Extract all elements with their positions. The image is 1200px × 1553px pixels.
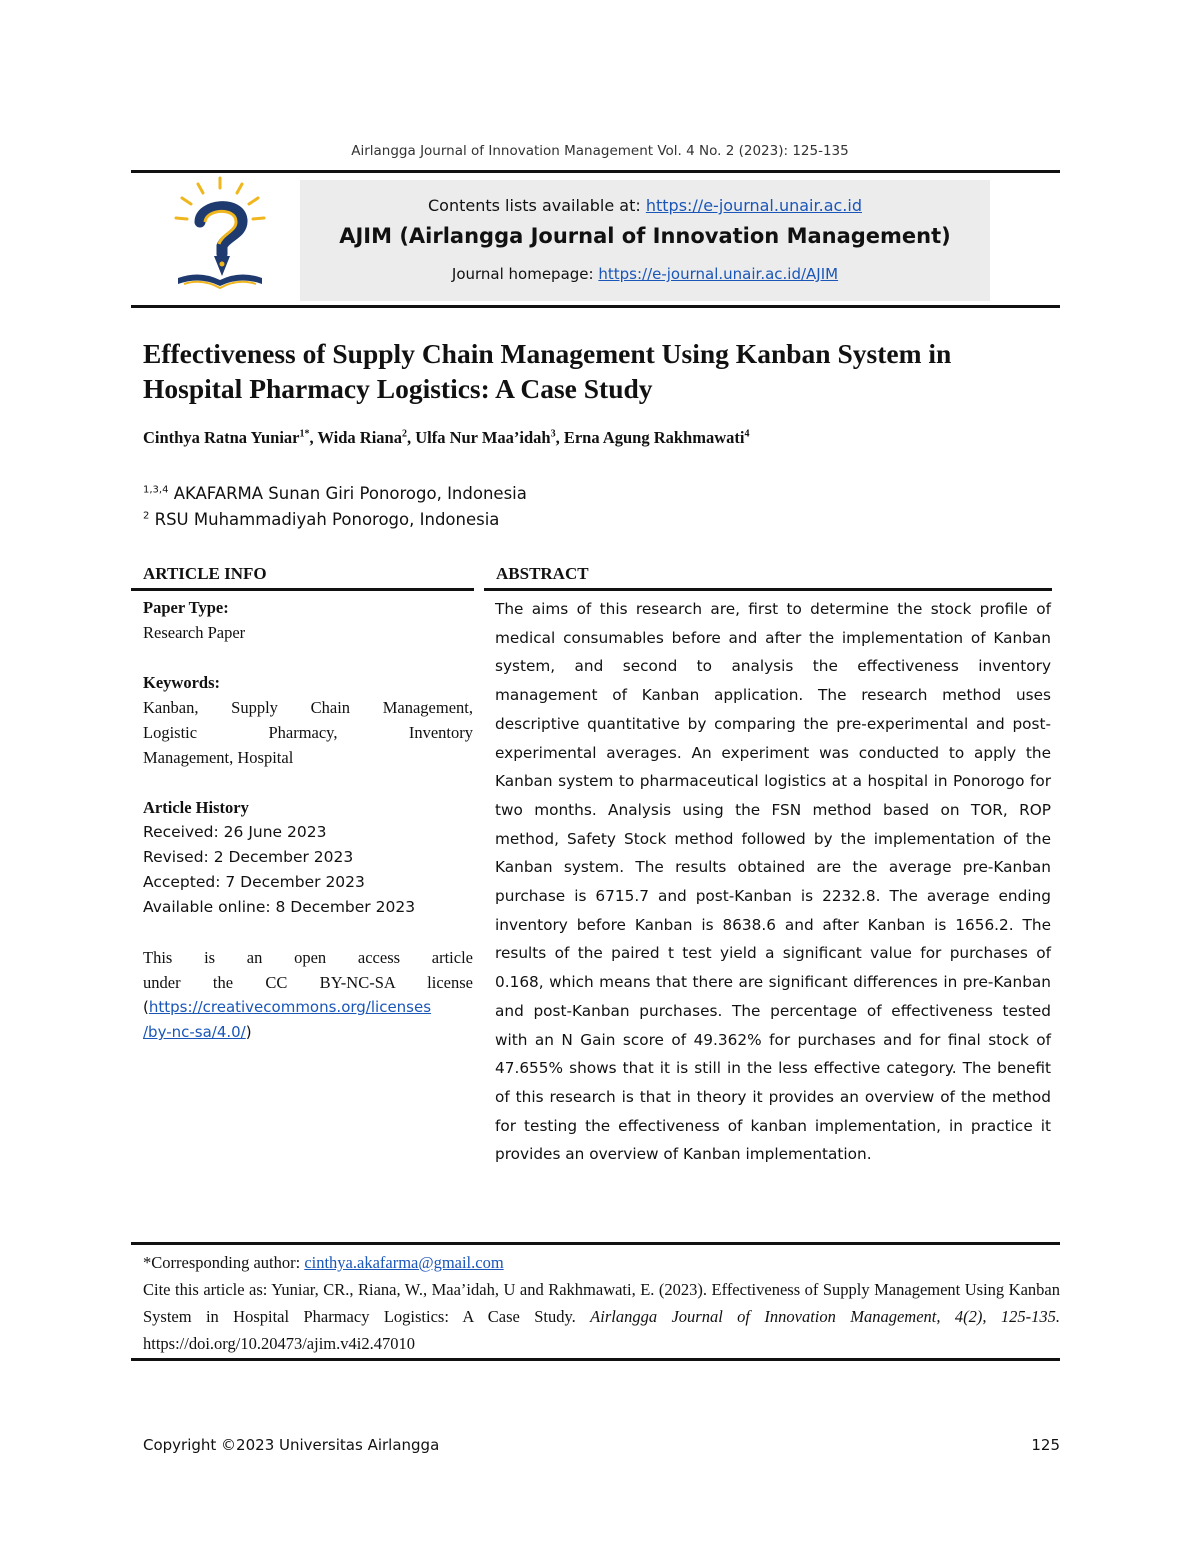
contents-link[interactable]: https://e-journal.unair.ac.id: [645, 196, 862, 215]
question-mark-book-logo-icon: [170, 176, 270, 296]
paper-type-label: Paper Type:: [143, 598, 229, 617]
article-info-heading: ARTICLE INFO: [143, 564, 267, 583]
keywords-line: Kanban, Supply Chain Management,: [143, 698, 473, 717]
header-rule-bottom: [131, 305, 1060, 308]
affiliation-sup: 1,3,4: [143, 484, 169, 496]
title-line-2: Hospital Pharmacy Logistics: A Case Study: [143, 373, 653, 404]
footer-notes: [143, 1249, 1060, 1357]
abstract-rule: [484, 588, 1052, 591]
contents-line: [300, 196, 990, 215]
author-separator: ,: [406, 428, 416, 447]
homepage-link[interactable]: https://e-journal.unair.ac.id/AJIM: [598, 265, 839, 283]
abstract-body: The aims of this research are, first to determine the stock profile of medical consumables before and after the implementation of Kanban system, and second to analysis the effectiveness inventory management of Kanban application. The research method uses descriptive quantitative by comparing the pre-experimental and post-experimental averages. An experiment was conducted to apply the Kanban system to pharmaceutical logistics at a hospital in Ponorogo for two months. Analysis using the FSN method based on TOR, ROP method, Safety Stock method followed by the implementation of the Kanban system. The results obtained are the average pre-Kanban purchase is 6715.7 and post-Kanban is 2232.8. The average ending inventory before Kanban is 8638.6 and after Kanban is 1656.2. The results of the paired t test yield a significant value for purchases of 0.168, which means that there are significant differences in pre-Kanban and post-Kanban purchases. The percentage of effectiveness tested with an N Gain score of 49.362% for purchases and for final stock of 47.655% shows that it is still in the less effective category. The benefit of this research is that in theory it provides an overview of the method for testing the effectiveness of kanban implementation, in practice it provides an overview of Kanban implementation.: [495, 600, 1051, 1164]
author-name: Erna Agung Rakhmawati: [563, 428, 745, 447]
affiliation-1: [143, 484, 527, 503]
homepage-line: [300, 265, 990, 283]
running-header: Airlangga Journal of Innovation Management Vol. 4 No. 2 (2023): 125-135: [351, 143, 849, 159]
license-url-line: [143, 995, 473, 1020]
keywords-line: Management, Hospital: [143, 748, 294, 767]
footer-rule-bottom: [131, 1358, 1060, 1361]
author-separator: ,: [555, 428, 564, 447]
license-open-paren: (: [143, 998, 149, 1016]
citation-doi: https://doi.org/10.20473/ajim.v4i2.47010: [143, 1334, 415, 1353]
author-sup: 1*: [299, 428, 310, 440]
license-line: under the CC BY-NC-SA license: [143, 973, 473, 992]
author-name: Wida Riana: [317, 428, 402, 447]
author-sup: 4: [744, 428, 750, 440]
history-label: Article History: [143, 798, 249, 817]
accepted-date: Accepted: 7 December 2023: [143, 873, 365, 891]
author-name: Cinthya Ratna Yuniar: [143, 428, 300, 447]
corresponding-line: [143, 1249, 1060, 1276]
corresponding-label: *Corresponding author:: [143, 1253, 305, 1272]
license-close-paren: ): [245, 1023, 252, 1041]
keywords-line: Logistic Pharmacy, Inventory: [143, 723, 473, 742]
affiliation-sup: 2: [143, 510, 150, 522]
contents-prefix: Contents lists available at:: [428, 196, 646, 215]
license-url-line: [143, 1020, 473, 1045]
available-date: Available online: 8 December 2023: [143, 898, 416, 916]
affiliation-2: [143, 510, 499, 529]
affiliation-text: RSU Muhammadiyah Ponorogo, Indonesia: [149, 510, 500, 529]
title-line-1: Effectiveness of Supply Chain Management Using Kanban System in: [143, 338, 952, 369]
abstract-heading: ABSTRACT: [496, 564, 589, 583]
author-sup: 2: [401, 428, 407, 440]
keywords-label: Keywords:: [143, 673, 220, 692]
author-sup: 3: [550, 428, 556, 440]
journal-info-box: [300, 180, 990, 301]
journal-logo: [170, 176, 270, 296]
article-title: [143, 336, 1073, 406]
homepage-prefix: Journal homepage:: [451, 265, 599, 283]
author-separator: ,: [309, 428, 318, 447]
article-info-column: [143, 595, 473, 1045]
header-rule-top: [131, 170, 1060, 173]
paper-type-value: Research Paper: [143, 623, 246, 642]
footer-rule-top: [131, 1242, 1060, 1245]
affiliation-text: AKAFARMA Sunan Giri Ponorogo, Indonesia: [168, 484, 527, 503]
citation-text: Cite this article as: Yuniar, CR., Riana, W., Maa’idah, U and Rakhmawati, E. (2023). Effectiveness of Supply Management Using Kanban System in Hospital Pharmacy Logistics: A Case Study.: [143, 1280, 1060, 1326]
journal-name: AJIM (Airlangga Journal of Innovation Management): [339, 224, 951, 248]
license-line: This is an open access article: [143, 948, 473, 967]
received-date: Received: 26 June 2023: [143, 823, 327, 841]
page-number: 125: [1031, 1436, 1060, 1454]
author-list: [143, 428, 1073, 448]
article-info-rule: [131, 588, 474, 591]
copyright: Copyright ©2023 Universitas Airlangga: [143, 1436, 440, 1454]
license-link[interactable]: https://creativecommons.org/licenses: [148, 998, 432, 1016]
revised-date: Revised: 2 December 2023: [143, 848, 354, 866]
author-name: Ulfa Nur Maa’idah: [415, 428, 551, 447]
citation-journal: Airlangga Journal of Innovation Management, 4(2), 125-135.: [590, 1307, 1060, 1326]
license-link-cont[interactable]: /by-nc-sa/4.0/: [143, 1023, 246, 1041]
corresponding-email-link[interactable]: cinthya.akafarma@gmail.com: [304, 1253, 504, 1272]
citation: [143, 1276, 1060, 1357]
